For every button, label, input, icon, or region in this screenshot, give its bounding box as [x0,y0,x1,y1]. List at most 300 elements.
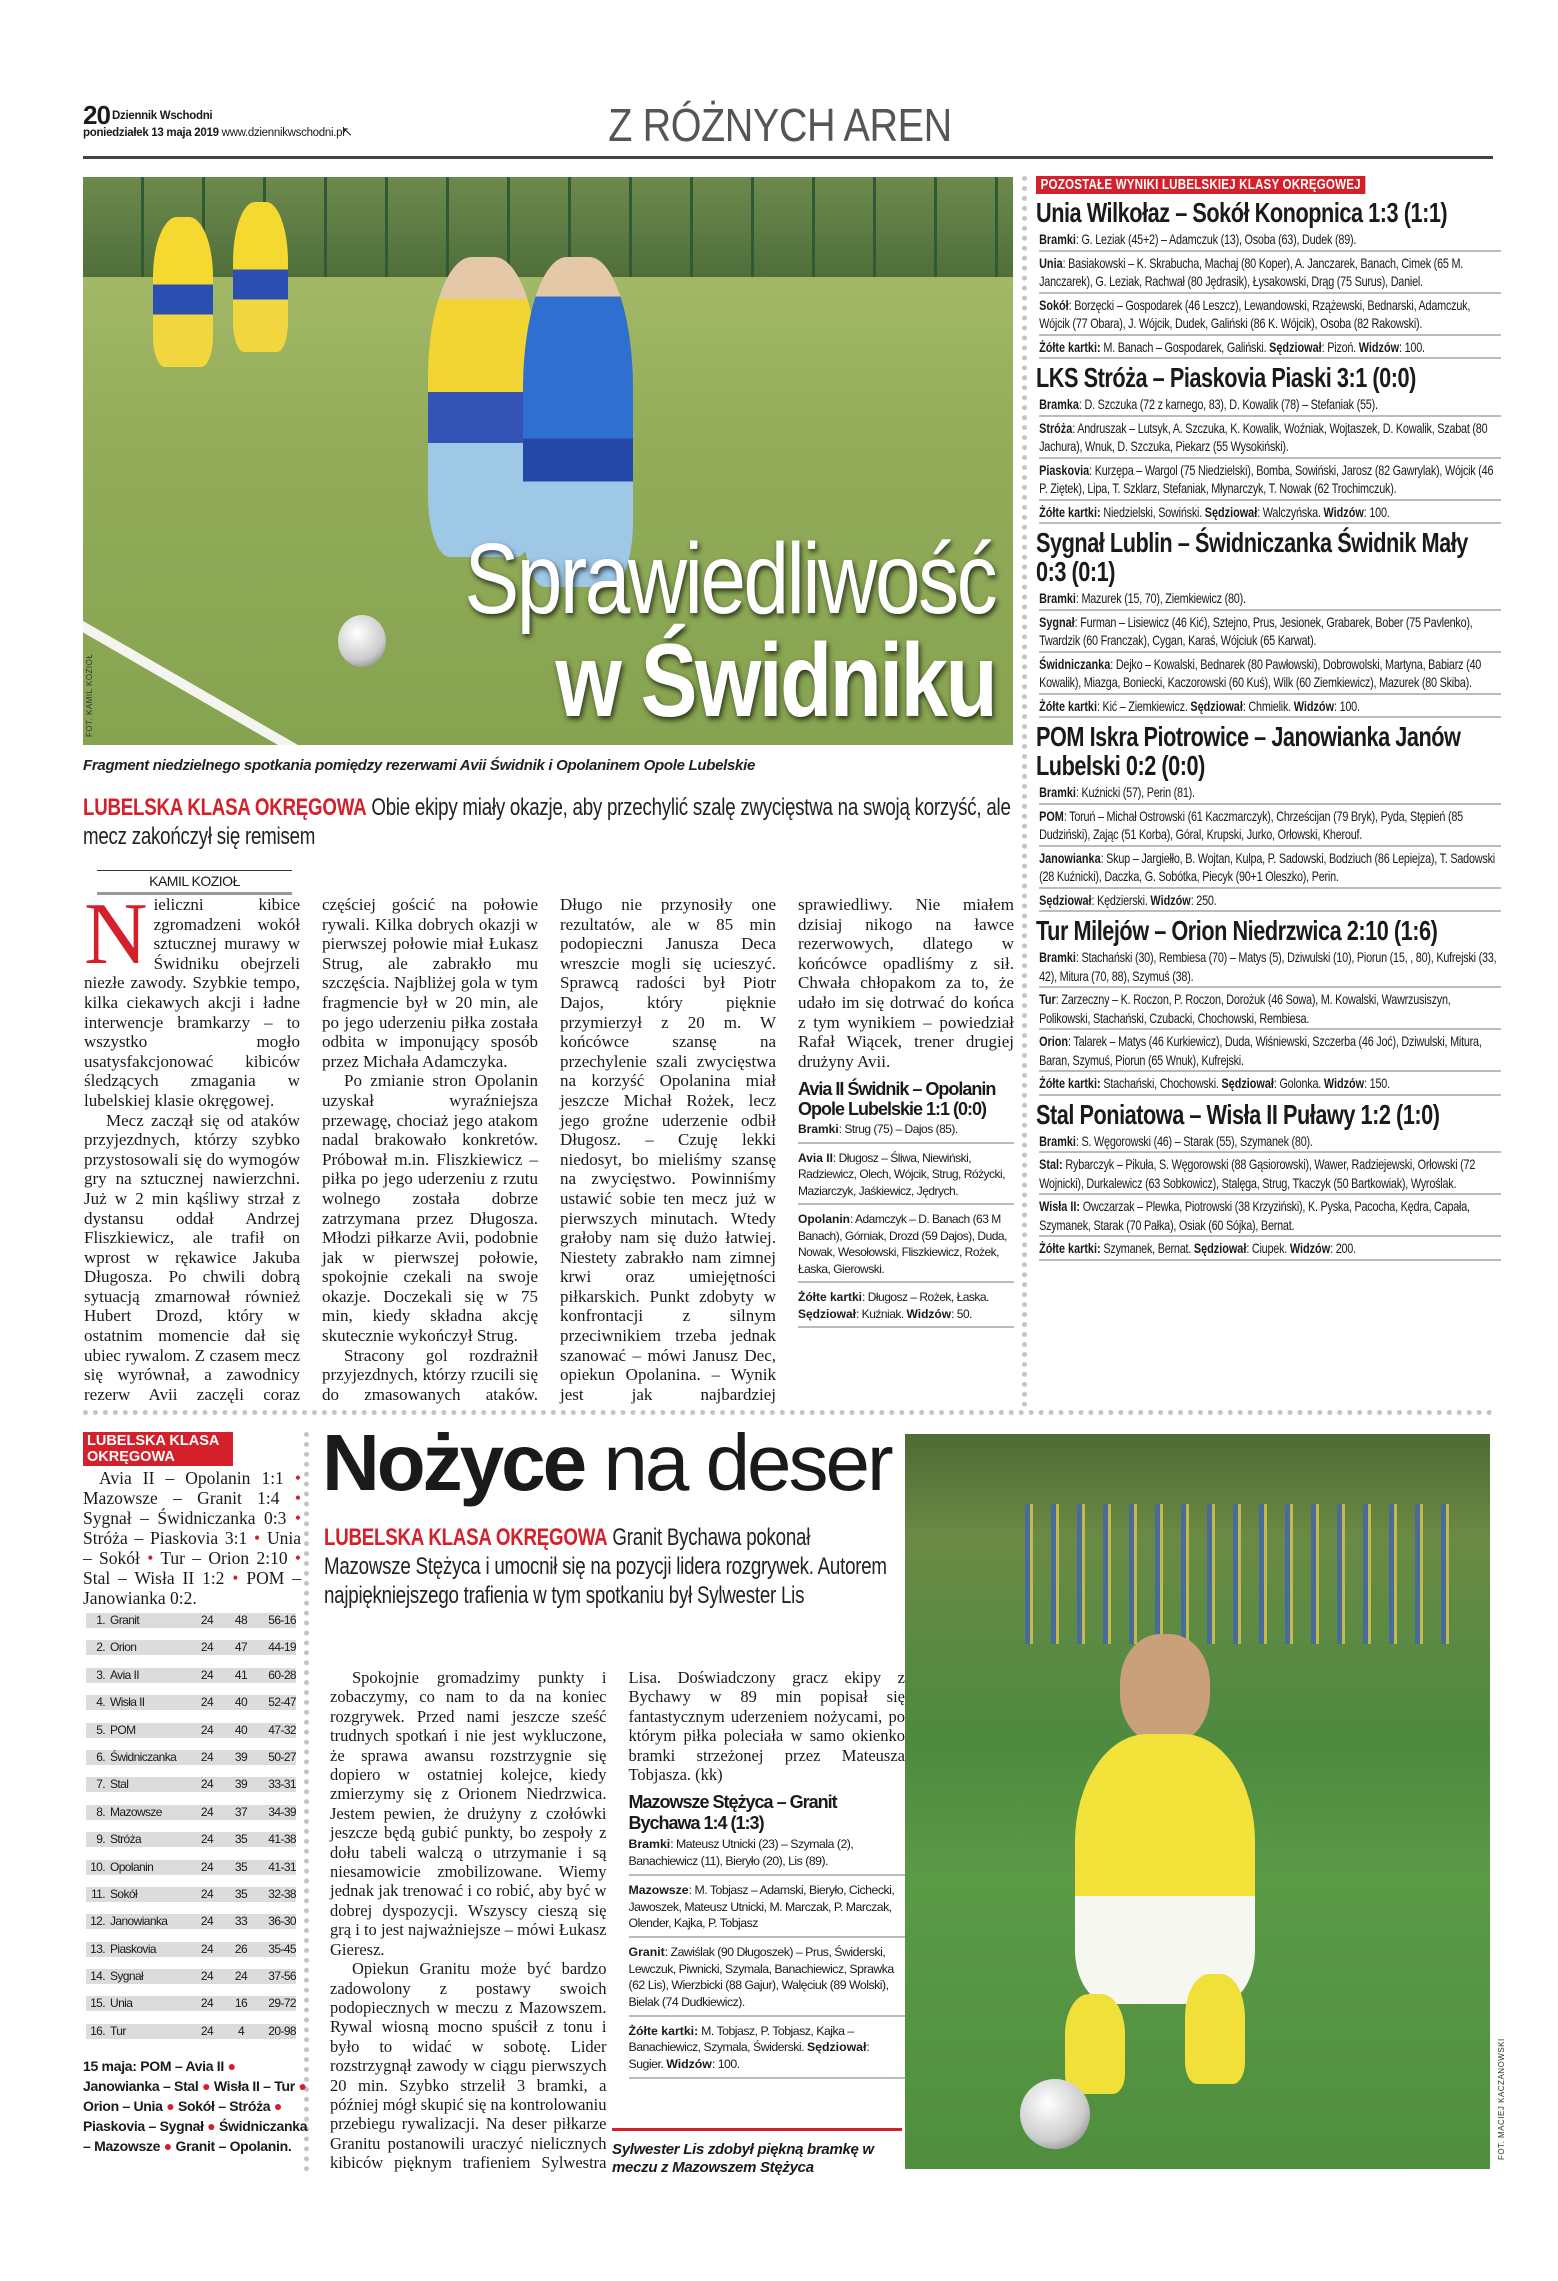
match-result [1036,916,1501,1096]
article2-deck [324,1523,901,1610]
detail-label: Bramki [1039,784,1076,800]
header-rule [83,156,1493,159]
table-row [86,1887,296,1902]
cell-team: Mazowsze [110,1804,162,1819]
player-leg [1185,1974,1245,2084]
detail-label: Żółte kartki: [1039,1240,1101,1256]
detail-text: : Golonka. [1273,1075,1324,1091]
fixture-item: POM – Avia II [140,2058,224,2074]
detail-text: : Kędzierski. [1091,891,1151,908]
cell-played: 24 [200,1859,214,1874]
bullet-icon: • [286,1508,301,1528]
detail-label: Widzów [666,2057,712,2072]
fixture-item: Świdniczanka – Mazowsze [83,2118,308,2154]
bullet-icon: ● [294,2078,307,2094]
match-detail-row [1039,697,1501,719]
paragraph-text: Spokojnie gromadzimy punkty i zobaczymy, co nam to da na koniec rozgrywek. Przed nami jeszcze sześć trudnych spotkań i nie jest wykluczone, że sprawa awansu rozstrzygnie się dopiero w ostatniej kolejce, kiedy zmierzymy się z Orionem Niedrzwica. Jestem pewien, że drużyny z czołówki jeszcze będą gubić punkty, bo zespoły z dołu tabeli walczą o utrzymanie i są niesamowicie zmobilizowane. Wiemy jednak jak trenować i co robić, aby być w dobrej dyspozycji. Wszyscy cieszą się grą i to jest najważniejsze – mówi Łukasz Gieresz. [330,1668,607,1959]
detail-label: Bramki [628,1837,671,1852]
detail-text: : Kuźnicki (57), Perin (81). [1075,784,1195,800]
detail-text: Rybarczyk – Pikuła, S. Węgorowski (88 Gąsiorowski), Wawer, Radziejewski, Orłowski (72 Wojnicki), Durkalewicz (63 Sobkowicz), Stalęga, Strug, Tkaczyk (50 Bartkowiak), Wyroślak. [1039,1156,1476,1191]
cell-goals: 32-38 [268,1886,296,1901]
match-detail-row [1039,849,1501,889]
paragraph-text: ieliczni kibice zgromadzeni wokół sztucznej murawy w Świdniku obejrzeli niezłe zawody. Szybkie tempo, kilka ciekawych akcji i ładne interwencje bramkarzy – to wszystko mogło usatysfakcjonować kibiców śledzących zmagania w lubelskiej klasie okręgowej. [84,895,300,1110]
match-detail-row [1039,1032,1501,1072]
article1-title-line1: Sprawiedliwość [464,523,995,635]
detail-text: Stachański, Chochowski. [1100,1075,1222,1091]
cursor-icon: ↖ [342,124,353,139]
bullet-icon: • [287,1548,302,1568]
table-row [86,1723,296,1738]
detail-text: : Basiakowski – K. Skrabucha, Machaj (80 Koper), A. Janczarek, Banach, Cimek (65 M. Janczarek), G. Leziak, Rachwał (80 Jędrasik), Łysakowski, Drąg (75 Surus), Daniel. [1039,254,1464,289]
fixture-item: Sokół – Stróża [177,2098,271,2114]
player-head [1120,1634,1210,1744]
result-item: Stróża – Piaskovia 3:1 [83,1528,248,1548]
fixture-item: Piaskovia – Sygnał [83,2118,204,2134]
detail-label: Tur [1039,991,1056,1007]
section-title: Z RÓŻNYCH AREN [608,99,952,151]
cell-team: Stróża [110,1832,142,1847]
byline: KAMIL KOZIOŁ [97,870,292,895]
bullet-icon: • [139,1548,161,1568]
player-figure [1075,1734,1255,2004]
match-detail-row [1039,254,1501,294]
table-row [86,1942,296,1957]
match-detail-row [1039,338,1501,360]
cell-points: 47 [234,1640,248,1655]
player-leg [1065,1994,1125,2094]
cell-position: 15. [90,1996,105,2011]
table-row [86,1777,296,1792]
title-light: na deser [584,1418,891,1507]
match-detail-row [1039,1239,1501,1261]
detail-text: : Kuźniak. [856,1306,907,1321]
cell-position: 5. [96,1722,105,1737]
bullet-icon: • [283,1468,301,1488]
paragraph-text: Stracony gol rozdrażnił przyjezdnych, którzy rzucili się do zmasowanych ataków. Długo nie przynosiły one rezultatów, ale w 85 min podopieczni Janusza Deca wreszcie mogli się ucieszyć. Sprawcą radości był Piotr Dajos, który pięknie przymierzył z 20 m. W końcówce szansę na przechylenie szali zwycięstwa na korzyść Opolanina miał jeszcze Michał Rożek, lecz jego groźne uderzenie odbił Długosz. – Czuję lekki niedosyt, bo mieliśmy szansę na zwycięstwo. Powinniśmy ustawić sobie ten mecz już w pierwszych minutach. Wtedy grałoby nam się dużo łatwiej. Niestety zabrakło nam zimnej krwi oraz umiejętności piłkarskich. Punkt zdobyty w konfrontacji z silnym przeciwnikiem trzeba jednak szanować – mówi Janusz Dec, opiekun Opolanina. – Wynik jest jak najbardziej sprawiedliwy. Nie miałem dzisiaj nikogo na ławce rezerwowych, dlatego w końcówce opadliśmy z sił. Chwała chłopakom za to, że udało im się dotrwać do końca z tym wynikiem – powiedział Rafał Wiącek, trener drugiej drużyny Avii. [322,895,1014,1404]
cell-points: 35 [234,1859,248,1874]
detail-label: Sędziował [1221,1075,1274,1091]
cell-team: Sygnał [110,1969,144,1984]
results-column [1036,176,1501,1263]
cell-played: 24 [200,1996,214,2011]
cell-position: 16. [90,2023,105,2038]
deck-kicker: LUBELSKA KLASA OKRĘGOWA [324,1524,608,1551]
detail-label: Stal: [1039,1156,1063,1172]
detail-text: M. Tobjasz, P. Tobjasz, Kajka – Banachiewicz, Szymala, Świderski. [628,2023,854,2055]
match-result [1036,528,1501,718]
detail-text: : 100. [711,2057,740,2072]
detail-label: Bramki [1039,949,1076,965]
bullet-icon: • [224,1568,247,1588]
detail-text: : Walczyńska. [1257,503,1324,520]
detail-text: : Borzęcki – Gospodarek (46 Leszcz), Lewandowski, Rzążewski, Bednarski, Adamczuk, Wójcik (77 Obara), J. Wójcik, Dudek, Galiński (86 K. Wójcik), Osoba (82 Rakowski). [1039,296,1471,331]
detail-text: : Długosz – Śliwa, Niewiński, Radziewicz, Olech, Wójcik, Strug, Różycki, Maziarczyk, Jaśkiewicz, Jędrych. [798,1150,1006,1198]
result-item: Stal – Wisła II 1:2 [83,1568,225,1588]
match-title: Mazowsze Stężyca – Granit Bychawa 1:4 (1:3) [628,1792,837,1834]
match-title: Sygnał Lublin – Świdniczanka Świdnik Mały 0:3 (0:1) [1036,527,1468,587]
match-detail-row [1039,503,1501,525]
cell-played: 24 [200,1695,214,1710]
cell-goals: 47-32 [268,1722,296,1737]
detail-text: Szymanek, Bernat. [1100,1240,1194,1256]
title-bold: Nożyce [322,1418,585,1507]
detail-text: : 100. [1334,697,1360,714]
table-row [86,1805,296,1820]
table-row [86,1914,296,1929]
match-detail-row [1039,461,1501,501]
detail-label: Mazowsze [628,1882,689,1897]
detail-label: Sędziował [798,1306,857,1321]
match-detail-row [798,1209,1014,1283]
detail-text: : Długosz – Rożek, Łaska. [862,1290,989,1305]
cell-goals: 56-16 [268,1613,296,1627]
detail-text: : Toruń – Michał Ostrowski (61 Kaczmarczyk), Chrześcijan (79 Bryk), Pyda, Stępień (85 Dudziński), Zając (51 Korba), Góral, Krupski, Jurko, Orłowski, Kherouf. [1039,807,1463,842]
cell-team: Unia [110,1996,133,2011]
cell-position: 8. [96,1804,105,1819]
cell-played: 24 [200,1640,214,1655]
match-detail-row [1039,1074,1501,1096]
detail-text: : S. Węgorowski (46) – Starak (55), Szymanek (80). [1075,1132,1313,1149]
detail-label: Żółte kartki: [1039,338,1101,355]
detail-text: : Pizoń. [1321,338,1359,355]
sidebar-results [83,1468,301,1608]
detail-text: : Mazurek (15, 70), Ziemkiewicz (80). [1075,590,1246,606]
detail-text: : 150. [1364,1075,1390,1091]
cell-played: 24 [200,1777,214,1792]
detail-label: Bramki [1039,1132,1076,1149]
result-item: Avia II – Opolanin 1:1 [99,1468,284,1488]
cell-team: Opolanin [110,1859,154,1874]
detail-label: Widzów [1323,1075,1365,1091]
cell-points: 40 [234,1722,248,1737]
paragraph-text: Po zmianie stron Opolanin uzyskał wyraźniejsza przewagę, chociaż jego atakom nadal brakowało konkretów. Próbował m.in. Fliszkiewicz – piłka po jego uderzeniu z rzutu wolnego została dobrze zatrzymana przez Długosza. Młodzi piłkarze Avii, podobnie jak w pierwszej połowie, spokojnie czekali na swoje okazje. Doczekali się w 75 min, kiedy składna akcję skutecznie wykończył Strug. [322,1071,538,1346]
detail-text: : G. Leziak (45+2) – Adamczuk (13), Osoba (63), Dudek (89). [1075,231,1357,247]
cell-goals: 52-47 [268,1695,296,1710]
fixture-item: Granit – Opolanin. [175,2138,292,2154]
detail-label: Wisła II: [1039,1198,1081,1214]
bullet-icon: • [247,1528,267,1548]
article1-caption: Fragment niedzielnego spotkania pomiędzy rezerwami Avii Świdnik i Opolaninem Opole Lubelskie [83,757,755,774]
detail-label: Widzów [1323,503,1364,520]
bullet-icon: ● [224,2058,236,2074]
match-title: Unia Wilkołaz – Sokół Konopnica 1:3 (1:1) [1036,197,1448,228]
table-row [86,1860,296,1875]
match-title: Stal Poniatowa – Wisła II Puławy 1:2 (1:0) [1036,1098,1440,1130]
detail-text: : Kurzępa – Wargol (75 Niedzielski), Bomba, Sowiński, Jarosz (82 Gawrylak), Wójcik (46 P. Ziętek), Lipa, T. Szklarz, Stefaniak, Młynarczyk, T. Nowak (62 Trochimczuk). [1039,461,1494,496]
page-number: 20 [83,100,110,130]
football [338,615,386,667]
cell-goals: 34-39 [268,1804,296,1819]
cell-goals: 36-30 [268,1914,296,1929]
results-label: POZOSTAŁE WYNIKI LUBELSKIEJ KLASY OKRĘGOWEJ [1036,176,1365,194]
bullet-icon: ● [198,2078,214,2094]
table-row [86,1613,296,1628]
detail-label: Bramka [1039,396,1079,412]
detail-label: Opolanin [798,1212,850,1227]
detail-label: Widzów [1289,1240,1331,1256]
detail-text: : Zawiślak (90 Długoszek) – Prus, Świderski, Lewczuk, Piwnicki, Szymala, Banachiewicz, Sprawka (62 Lis), Wierzbicki (88 Gajur), Walęciuk (89 Wolski), Bielak (74 Dudkiewicz). [628,1944,894,2010]
bullet-icon: ● [270,2098,283,2114]
detail-label: Bramki [1039,590,1076,606]
match-report-box [629,1792,906,2078]
match-detail-row [1039,655,1501,695]
cell-team: Orion [110,1640,137,1655]
fence-graphic [1025,1504,1455,1644]
next-fixtures-label: 15 maja: [83,2058,137,2074]
cell-team: Piaskovia [110,1941,156,1956]
detail-text: : Skup – Jargiełło, B. Wojtan, Kulpa, P. Sadowski, Bodziuch (86 Lepiejza), T. Sadowski (28 Kuźnicki), Daczka, G. Sobótka, Piecyk (90+1 Oleszko), Perin. [1039,849,1495,884]
table-row [86,1668,296,1683]
cell-position: 4. [96,1695,105,1710]
cell-position: 14. [90,1969,105,1984]
detail-text: : Strug (75) – Dajos (85). [838,1122,958,1137]
fixture-item: Janowianka – Stal [83,2078,199,2094]
cell-goals: 35-45 [268,1941,296,1956]
deck-text: Granit Bychawa pokonał Mazowsze Stężyca i umocnił się na pozycji lidera rozgrywek. Autorem najpiękniejszego trafienia w tym spotkaniu był Sylwester Lis [324,1524,887,1609]
cell-team: Janowianka [110,1914,168,1929]
paragraph-text: Mecz zaczął się od ataków przyjezdnych, którzy szybko przystosowali się do wymogów gry na sztucznej nawierzchni. Już w 2 min kąśliwy strzał z dystansu oddał Andrzej Fliszkiewicz, ale trafił on wprost w rękawice Jakuba Długosza. Po chwili dobrą sytuacją zmarnował również Hubert Drozd, który w ostatnim momencie dał się ubiec rywalom. Z czasem mecz się wyrównał, a zawodnicy rezerw Avii zaczęli coraz częściej gościć na połowie rywali. Kilka dobrych okazji w pierwszej połowie miał Łukasz Strug, ale zabrakło mu szczęścia. Najbliżej gola w tym fragmencie był w 20 min, ale po jego uderzeniu piłka została odbita w imponujący sposób przez Michała Adamczyka. [84,895,538,1404]
detail-text: M. Banach – Gospodarek, Galiński. [1100,338,1270,355]
next-fixtures [83,2056,308,2156]
cell-position: 12. [90,1914,105,1929]
match-detail-row [1039,1155,1501,1195]
table-row [86,1832,296,1847]
detail-text: : Mateusz Utnicki (23) – Szymala (2), Banachiewicz (11), Bieryło (20), Lis (89). [628,1837,854,1869]
article2-caption: Sylwester Lis zdobył piękną bramkę w meczu z Mazowszem Stężyca [612,2128,902,2177]
cell-team: Sokół [110,1886,138,1901]
section-divider [83,1410,1493,1415]
match-result [1036,1100,1501,1261]
match-title: Tur Milejów – Orion Niedrzwica 2:10 (1:6) [1036,915,1438,946]
cell-points: 39 [234,1777,248,1792]
detail-text: : 100. [1399,338,1425,355]
cell-position: 10. [90,1859,105,1874]
detail-text: : Adamczyk – D. Banach (63 M Banach), Górniak, Drozd (59 Dajos), Duda, Nowak, Wesołowski, Fliszkiewicz, Rożek, Łaska, Gierowski. [798,1212,1007,1276]
cell-points: 40 [234,1695,248,1710]
cell-points: 35 [234,1886,248,1901]
cell-points: 33 [234,1914,248,1929]
cell-goals: 50-27 [268,1749,296,1764]
detail-label: Sędziował [806,2040,867,2055]
detail-label: Widzów [1358,338,1400,355]
cell-played: 24 [200,2023,214,2038]
detail-label: Świdniczanka [1039,655,1111,672]
detail-label: Orion [1039,1033,1069,1049]
match-detail-row [798,1287,1014,1328]
cell-goals: 37-56 [268,1969,296,1984]
paper-name: Dziennik Wschodni [112,110,213,122]
cell-points: 48 [234,1613,248,1627]
cell-points: 24 [234,1969,248,1984]
detail-label: Żółte kartki: [628,2023,699,2038]
detail-label: Sygnał [1039,613,1075,630]
match-detail-row [629,1880,906,1938]
detail-text: : 100. [1363,503,1390,520]
bullet-icon: • [279,1488,301,1508]
article2-title [322,1418,891,1507]
detail-text: : Sugier. [628,2040,870,2072]
detail-label: Unia [1039,254,1063,271]
detail-text: : Stachański (30), Rembiesa (70) – Matys (5), Dziwulski (10), Piorun (15, , 80), Kufrejski (33, 42), Mitura (70, 88), Szymuś (38). [1039,949,1497,984]
cell-played: 24 [200,1722,214,1737]
detail-text: : 250. [1190,891,1217,908]
paragraph [330,1668,607,1959]
deck-kicker: LUBELSKA KLASA OKRĘGOWA [83,794,367,821]
cell-position: 3. [96,1667,105,1682]
match-title: POM Iskra Piotrowice – Janowianka Janów Lubelski 0:2 (0:0) [1036,721,1461,781]
bullet-icon: ● [160,2138,176,2154]
column-divider [1022,176,1027,1408]
cell-position: 13. [90,1941,105,1956]
cell-goals: 33-31 [268,1777,296,1792]
cell-team: POM [110,1722,136,1737]
table-row [86,1996,296,2011]
cell-points: 39 [234,1749,248,1764]
issue-date-line [83,127,344,139]
match-detail-row [629,1834,906,1875]
match-detail-row [1039,783,1501,805]
cell-goals: 29-72 [268,1996,296,2011]
detail-label: Janowianka [1039,849,1101,866]
cell-played: 24 [200,1832,214,1847]
cell-points: 4 [237,2023,245,2038]
result-item: Mazowsze – Granit 1:4 [83,1488,280,1508]
table-row [86,1750,296,1765]
cell-goals: 41-31 [268,1859,296,1874]
match-detail-row [1039,230,1501,252]
cell-position: 9. [96,1832,105,1847]
detail-label: Sędziował [1190,697,1243,714]
article1-body [84,886,1014,1405]
paragraph [322,1071,538,1345]
bullet-icon: ● [162,2098,178,2114]
table-row [86,1640,296,1655]
detail-label: Sędziował [1193,1240,1247,1256]
issue-date: poniedziałek 13 maja 2019 [83,127,219,139]
detail-text: : M. Tobjasz – Adamski, Bieryło, Cichecki, Jawoszek, Mateusz Utnicki, M. Marczak, P. Marczak, Olender, Kajka, P. Tobjasz [628,1882,895,1931]
match-detail-row [798,1148,1014,1206]
match-detail-row [1039,419,1501,459]
detail-label: POM [1039,807,1064,824]
detail-text: : 200. [1330,1240,1356,1256]
sidebar-label: LUBELSKA KLASA OKRĘGOWA [83,1432,233,1466]
cell-team: Avia II [110,1667,139,1682]
cell-position: 11. [91,1886,105,1901]
match-detail-row [1039,948,1501,988]
detail-label: Żółte kartki: [1039,503,1101,520]
standings-table [86,1613,296,2051]
detail-label: Sędziował [1204,503,1258,520]
fence-graphic [83,177,1013,277]
table-row [86,2024,296,2039]
detail-label: Granit [628,1944,665,1959]
paragraph [84,886,300,1111]
cell-played: 24 [200,1749,214,1764]
cell-points: 16 [234,1996,248,2011]
detail-text: : Ciupek. [1246,1240,1290,1256]
detail-label: Sędziował [1039,891,1092,908]
detail-label: Sędziował [1269,338,1322,355]
paper-url[interactable]: www.dziennikwschodni.pl [221,127,345,139]
match-result [1036,198,1501,359]
detail-label: Stróża [1039,419,1073,436]
detail-label: Widzów [906,1306,952,1321]
cell-position: 1. [96,1613,105,1627]
detail-text: : Talarek – Matys (46 Kurkiewicz), Duda, Wiśniewski, Szczerba (46 Joć), Dziwulski, Mitura, Baran, Szymuś, Piorun (65 Wnuk), Kufrejski. [1039,1033,1482,1068]
cell-team: Stal [110,1777,129,1792]
cell-position: 2. [96,1640,105,1655]
cell-played: 24 [200,1613,214,1627]
detail-text: : Kić – Ziemkiewicz. [1096,697,1191,714]
match-detail-row [629,2021,906,2079]
article1-deck [83,793,1015,851]
detail-label: Widzów [1293,697,1335,714]
match-title: LKS Stróża – Piaskovia Piaski 3:1 (0:0) [1036,362,1416,393]
result-item: Sygnał – Świdniczanka 0:3 [83,1508,287,1528]
cell-team: Tur [110,2023,126,2038]
cell-played: 24 [200,1969,214,1984]
cell-points: 37 [234,1804,248,1819]
detail-text: : D. Szczuka (72 z karnego, 83), D. Kowalik (78) – Stefaniak (55). [1078,396,1378,412]
detail-label: Bramki [798,1122,839,1137]
cell-points: 26 [234,1941,248,1956]
cell-team: Granit [110,1613,140,1627]
match-detail-row [1039,296,1501,336]
match-detail-row [1039,891,1501,913]
photo-credit: FOT. MACIEJ KACZANOWSKI [1497,2038,1506,2160]
photo-credit: FOT. KAMIL KOZIOŁ [85,653,94,737]
match-detail-row [1039,395,1501,417]
detail-label: Sokół [1039,296,1069,313]
match-detail-row [1039,589,1501,611]
detail-text: : Dejko – Kowalski, Bednarek (80 Pawłowski), Dobrowolski, Martyna, Babiarz (40 Kowalik), Miazga, Boniecki, Kaczorowski (60 Kuś), Wilk (60 Ziemkiewicz), Mazurek (80 Skiba). [1039,655,1482,690]
cell-team: Wisła II [110,1695,145,1710]
detail-text: : 50. [951,1306,972,1321]
article1-title-line2: w Świdniku [555,623,995,739]
player-figure [428,257,538,557]
match-report-box [798,1079,1014,1328]
cell-points: 35 [234,1832,248,1847]
cell-goals: 60-28 [268,1667,296,1682]
match-detail-row [1039,807,1501,847]
detail-label: Żółte kartki [1039,697,1097,714]
football [1020,2079,1090,2149]
cell-position: 6. [96,1749,105,1764]
match-detail-row [1039,990,1501,1030]
player-figure [233,202,288,352]
cell-team: Świdniczanka [110,1749,177,1764]
match-detail-row [798,1119,1014,1144]
detail-label: Widzów [1150,891,1191,908]
result-item: POM – Janowianka 0:2. [83,1568,301,1608]
cell-played: 24 [200,1914,214,1929]
drop-cap: N [84,886,148,983]
table-row [86,1969,296,1984]
cell-played: 24 [200,1886,214,1901]
fixture-item: Wisła II – Tur [213,2078,295,2094]
cell-played: 24 [200,1667,214,1682]
paragraph-text: Opiekun Granitu może być bardzo zadowolony z postawy swoich podopiecznych w meczu z Mazowszem. Rywal wiosną mocno spuścił z tonu i było to widać w sobotę. Lider rozstrzygnął zawody w ciągu pierwszych 20 min. Szybko strzelił 3 bramki, a później mógł skupić się na kontrolowaniu przebiegu rywalizacji. Na deser piłkarze Granitu postanowili uraczyć nielicznych kibiców pięknym trafieniem Sylwestra Lisa. Doświadczony gracz ekipy z Bychawy w 89 min popisał się fantastycznym uderzeniem nożycami, po którym piłka poleciała w samo okienko bramki strzeżonej przez Mateusza Tobjasza. (kk) [330,1668,905,2173]
match-detail-row [629,1942,906,2017]
match-detail-row [1039,1197,1501,1237]
match-result [1036,722,1501,912]
cell-goals: 44-19 [268,1640,296,1655]
deck-text: Obie ekipy miały okazje, aby przechylić szalę zwycięstwa na swoją korzyść, ale mecz zakończył się remisem [83,794,1011,850]
cell-played: 24 [200,1941,214,1956]
detail-label: Bramki [1039,231,1076,247]
match-detail-row [1039,1132,1501,1154]
result-item: Tur – Orion 2:10 [160,1548,288,1568]
